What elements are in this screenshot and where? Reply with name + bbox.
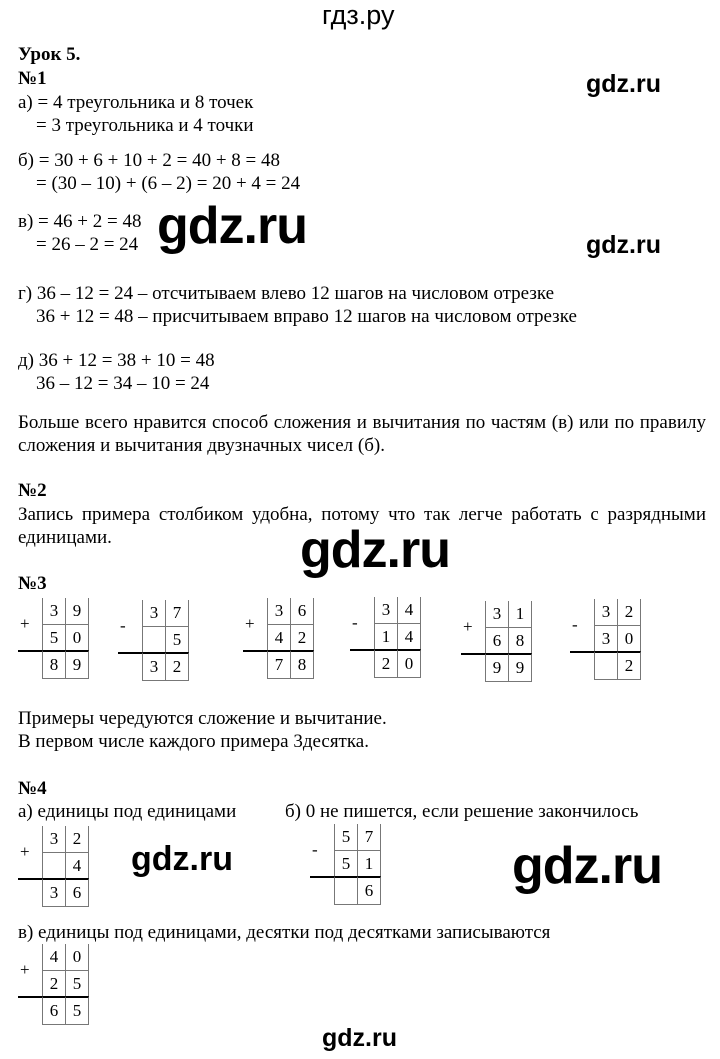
plus-sign: + [20,960,30,979]
digit: 2 [617,599,641,625]
digit: 5 [65,996,89,1025]
watermark: gdz.ru [586,70,661,98]
digit: 5 [65,970,89,997]
digit: 5 [165,626,189,653]
digit: 9 [65,650,89,679]
ex4-a-label: а) единицы под единицами [18,801,237,822]
plus-sign: + [20,614,30,633]
ex2-heading: №2 [18,480,47,501]
digit: 3 [142,652,165,681]
digit: 0 [617,625,641,652]
digit: 9 [65,598,89,624]
digit: 7 [165,600,189,626]
digit: 3 [42,878,65,907]
digit: 3 [267,598,290,624]
digit: 2 [374,649,397,678]
ex1-a-line2: = 3 треугольника и 4 точки [36,115,254,136]
digit: 5 [334,850,357,877]
ex4-b-label: б) 0 не пишется, если решение закончилось [285,801,639,822]
ex1-v-line1: в) = 46 + 2 = 48 [18,211,142,232]
digit: 2 [617,651,641,680]
digit: 3 [42,598,65,624]
digit [334,876,357,905]
ex2-text: Запись примера столбиком удобна, потому что так легче работать с разрядными единицами. [18,504,706,548]
plus-sign: + [245,614,255,633]
digit: 2 [42,970,65,997]
ex1-d-line2: 36 – 12 = 34 – 10 = 24 [36,373,210,394]
digit: 3 [374,597,397,623]
ex1-v-line2: = 26 – 2 = 24 [36,234,139,255]
digit: 3 [142,600,165,626]
digit: 6 [42,996,65,1025]
digit: 8 [508,627,532,654]
minus-sign: - [312,840,318,859]
digit [594,651,617,680]
ex1-d-line1: д) 36 + 12 = 38 + 10 = 48 [18,350,215,371]
ex3-note1: Примеры чередуются сложение и вычитание. [18,708,387,729]
minus-sign: - [352,613,358,632]
ex1-b-line2: = (30 – 10) + (6 – 2) = 20 + 4 = 24 [36,173,301,194]
digit: 1 [357,850,381,877]
ex4-heading: №4 [18,778,47,799]
ex4-v-label: в) единицы под единицами, десятки под десятками записываются [18,922,551,943]
ex1-heading: №1 [18,68,47,89]
ex1-b-line1: б) = 30 + 6 + 10 + 2 = 40 + 8 = 48 [18,150,281,171]
ex1-g-line1: г) 36 – 12 = 24 – отсчитываем влево 12 шагов на числовом отрезке [18,283,555,304]
digit: 4 [42,944,65,970]
digit: 1 [508,601,532,627]
ex1-conclusion: Больше всего нравится способ сложения и вычитания по частям (в) или по правилу сложения и вычитания двузначных чисел (б). [18,412,706,456]
digit: 6 [357,876,381,905]
digit: 2 [165,652,189,681]
digit: 7 [267,650,290,679]
digit: 4 [65,852,89,879]
digit: 0 [397,649,421,678]
watermark: gdz.ru [586,231,661,259]
digit: 4 [267,624,290,651]
digit: 0 [65,944,89,970]
digit: 3 [594,625,617,652]
digit [42,852,65,879]
watermark-footer: gdz.ru [322,1024,397,1052]
watermark-large: gdz.ru [300,521,450,579]
digit: 9 [485,653,508,682]
ex3-note2: В первом числе каждого примера 3десятка. [18,731,369,752]
digit: 5 [334,824,357,850]
digit: 8 [42,650,65,679]
digit: 4 [397,623,421,650]
digit: 1 [374,623,397,650]
digit: 0 [65,624,89,651]
ex1-g-line2: 36 + 12 = 48 – присчитываем вправо 12 шагов на числовом отрезке [36,306,577,327]
lesson-title: Урок 5. [18,44,81,65]
digit [142,626,165,653]
digit: 9 [508,653,532,682]
digit: 4 [397,597,421,623]
digit: 5 [42,624,65,651]
digit: 7 [357,824,381,850]
digit: 3 [485,601,508,627]
digit: 6 [65,878,89,907]
digit: 3 [594,599,617,625]
ex3-heading: №3 [18,573,47,594]
digit: 2 [290,624,314,651]
digit: 6 [290,598,314,624]
site-header: гдз.ру [322,0,395,30]
watermark-large: gdz.ru [512,837,662,895]
minus-sign: - [120,616,126,635]
plus-sign: + [20,842,30,861]
digit: 6 [485,627,508,654]
digit: 8 [290,650,314,679]
minus-sign: - [572,615,578,634]
digit: 3 [42,826,65,852]
digit: 2 [65,826,89,852]
ex1-a-line1: а) = 4 треугольника и 8 точек [18,92,254,113]
watermark: gdz.ru [131,840,233,878]
watermark-large: gdz.ru [157,197,307,255]
plus-sign: + [463,617,473,636]
